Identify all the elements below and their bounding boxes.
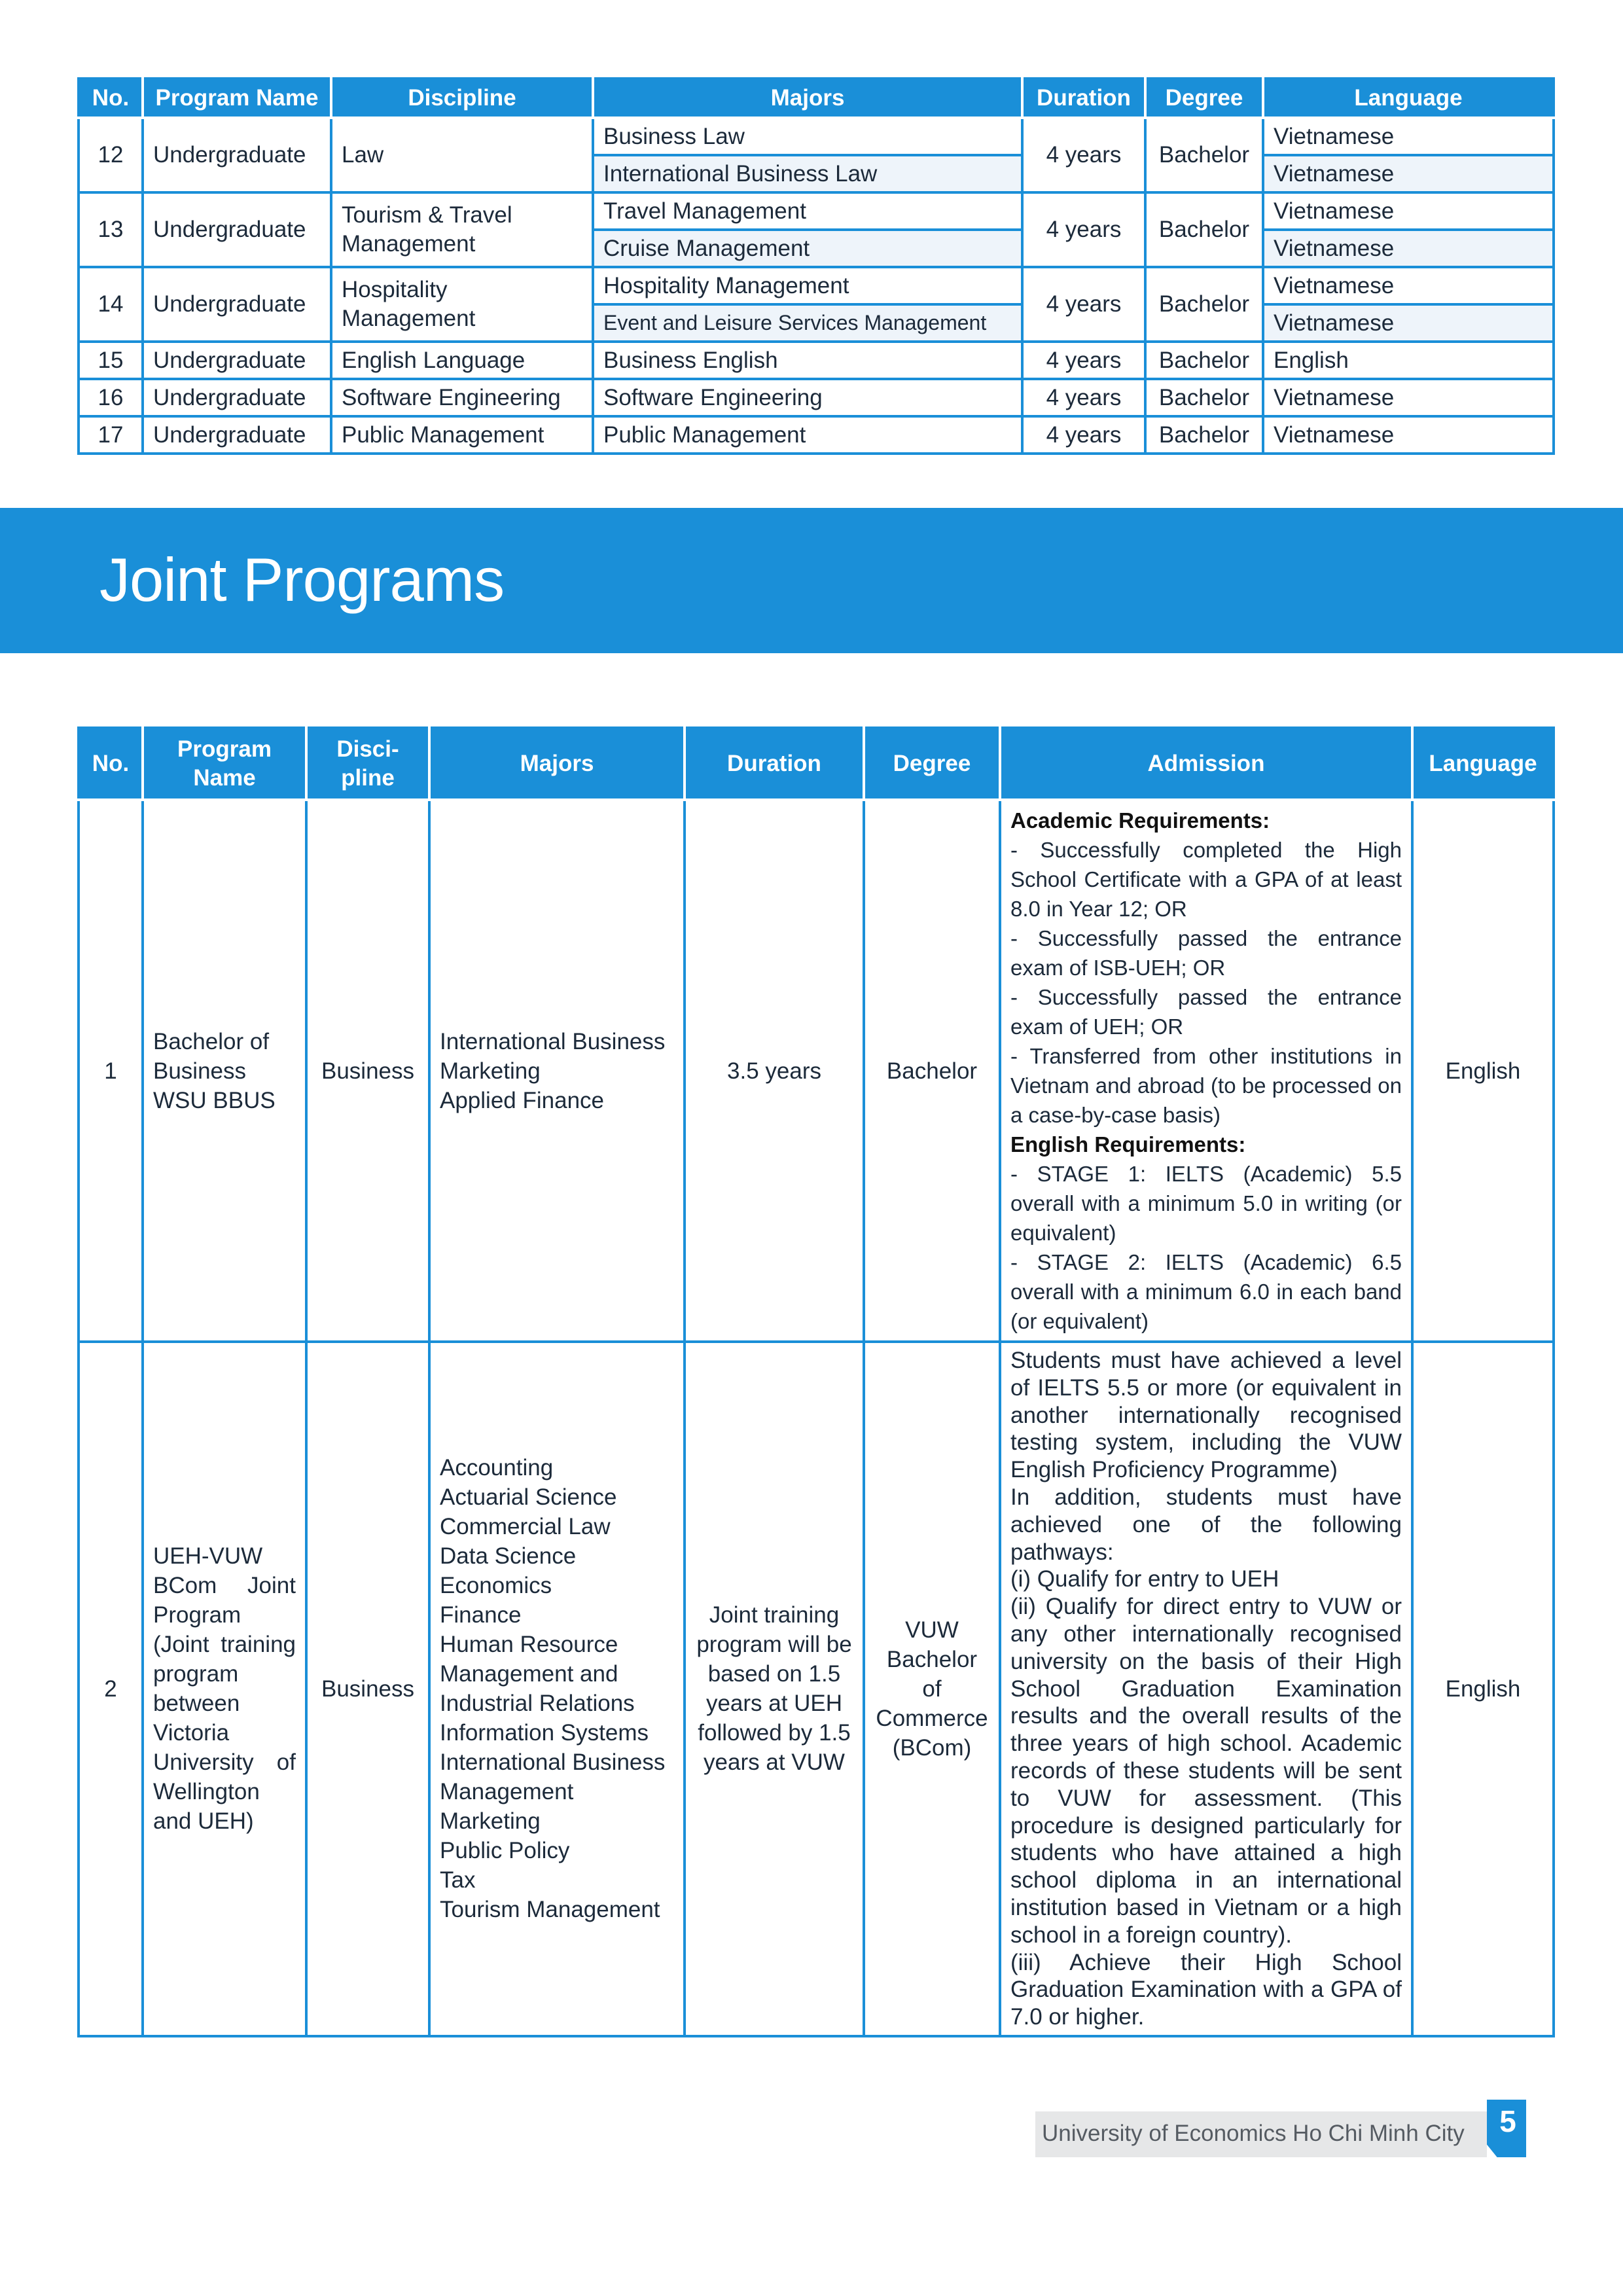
row-no: 14 bbox=[79, 267, 143, 342]
row-no: 17 bbox=[79, 416, 143, 454]
row-program: Undergraduate bbox=[143, 342, 331, 379]
row-duration: 4 years bbox=[1022, 416, 1145, 454]
row-discipline: Hospitality Management bbox=[331, 267, 593, 342]
row-degree: Bachelor bbox=[864, 800, 1000, 1342]
header-discipline bbox=[306, 728, 429, 800]
admission-item: - STAGE 2: IELTS (Academic) 6.5 overall with a minimum 6.0 in each band (or equivalent) bbox=[1010, 1250, 1402, 1333]
header-no: No. bbox=[79, 728, 143, 800]
row-language: English bbox=[1412, 1342, 1554, 2036]
major-item: Actuarial Science bbox=[440, 1484, 617, 1511]
major-item: Tourism Management bbox=[440, 1897, 660, 1923]
table-row bbox=[79, 800, 1554, 1342]
row-discipline: Business bbox=[306, 1342, 429, 2036]
row-language: Vietnamese bbox=[1263, 379, 1554, 416]
row-major: Business Law bbox=[593, 118, 1022, 155]
row-major: Cruise Management bbox=[593, 230, 1022, 267]
row-program: Undergraduate bbox=[143, 192, 331, 267]
row-duration: Joint training program will be based on 1.5 years at UEH followed by 1.5 years at VUW bbox=[685, 1342, 864, 2036]
row-language: English bbox=[1412, 800, 1554, 1342]
row-admission bbox=[1000, 800, 1412, 1342]
row-duration: 4 years bbox=[1022, 192, 1145, 267]
header-degree: Degree bbox=[1145, 79, 1263, 118]
header-degree: Degree bbox=[864, 728, 1000, 800]
major-item: Tax bbox=[440, 1867, 476, 1893]
header-discipline-label: Disci-pline bbox=[336, 736, 399, 791]
major-item: Accounting bbox=[440, 1455, 554, 1481]
major-item: Data Science bbox=[440, 1543, 577, 1570]
row-language: Vietnamese bbox=[1263, 267, 1554, 304]
row-degree: VUW Bachelor of Commerce (BCom) bbox=[864, 1342, 1000, 2036]
admission-paragraph: Students must have achieved a level of IELTS 5.5 or more (or equivalent in another internationally recognised testing system, including the VUW English Proficiency Programme) bbox=[1010, 1348, 1402, 1483]
row-program: Bachelor of Business WSU BBUS bbox=[143, 800, 306, 1342]
table-row bbox=[79, 1342, 1554, 2036]
row-degree: Bachelor bbox=[1145, 118, 1263, 192]
row-major: International Business Law bbox=[593, 155, 1022, 192]
row-discipline: Law bbox=[331, 118, 593, 192]
row-program: Undergraduate bbox=[143, 267, 331, 342]
header-language: Language bbox=[1263, 79, 1554, 118]
section-title: Joint Programs bbox=[99, 545, 505, 614]
row-duration: 4 years bbox=[1022, 118, 1145, 192]
major-item: International Business bbox=[440, 1028, 666, 1054]
row-program: Undergraduate bbox=[143, 416, 331, 454]
row-major: Event and Leisure Services Management bbox=[593, 304, 1022, 342]
header-discipline: Discipline bbox=[331, 79, 593, 118]
header-no: No. bbox=[79, 79, 143, 118]
row-degree: Bachelor bbox=[1145, 416, 1263, 454]
major-item: Information Systems bbox=[440, 1720, 649, 1746]
row-duration: 4 years bbox=[1022, 379, 1145, 416]
row-majors bbox=[429, 800, 685, 1342]
major-item: Marketing bbox=[440, 1058, 541, 1084]
row-language: Vietnamese bbox=[1263, 155, 1554, 192]
row-major: Business English bbox=[593, 342, 1022, 379]
major-item: Human Resource Management and Industrial Relations bbox=[440, 1632, 635, 1717]
row-no: 13 bbox=[79, 192, 143, 267]
row-discipline: English Language bbox=[331, 342, 593, 379]
row-no: 12 bbox=[79, 118, 143, 192]
header-duration: Duration bbox=[685, 728, 864, 800]
table-row bbox=[79, 267, 1554, 304]
row-language: Vietnamese bbox=[1263, 304, 1554, 342]
joint-programs-table bbox=[77, 726, 1555, 2037]
row-no: 15 bbox=[79, 342, 143, 379]
admission-item: - Successfully passed the entrance exam of ISB-UEH; OR bbox=[1010, 926, 1402, 980]
row-degree: Bachelor bbox=[1145, 379, 1263, 416]
row-degree: Bachelor bbox=[1145, 192, 1263, 267]
table-row bbox=[79, 118, 1554, 155]
row-discipline: Public Management bbox=[331, 416, 593, 454]
admission-paragraph: In addition, students must have achieved one of the following pathways: bbox=[1010, 1484, 1402, 1565]
row-majors bbox=[429, 1342, 685, 2036]
admission-paragraph: (i) Qualify for entry to UEH bbox=[1010, 1566, 1279, 1592]
major-item: Commercial Law bbox=[440, 1514, 611, 1540]
row-degree: Bachelor bbox=[1145, 267, 1263, 342]
row-major: Travel Management bbox=[593, 192, 1022, 230]
row-language: Vietnamese bbox=[1263, 416, 1554, 454]
row-duration: 3.5 years bbox=[685, 800, 864, 1342]
admission-item: - Transferred from other institutions in Vietnam and abroad (to be processed on a case-by-case basis) bbox=[1010, 1044, 1402, 1127]
header-program-name: Program Name bbox=[143, 728, 306, 800]
header-majors: Majors bbox=[429, 728, 685, 800]
table-row bbox=[79, 342, 1554, 379]
header-duration: Duration bbox=[1022, 79, 1145, 118]
row-duration: 4 years bbox=[1022, 342, 1145, 379]
header-majors: Majors bbox=[593, 79, 1022, 118]
table-row bbox=[79, 416, 1554, 454]
row-no: 16 bbox=[79, 379, 143, 416]
major-item: Marketing bbox=[440, 1808, 541, 1835]
row-language: Vietnamese bbox=[1263, 230, 1554, 267]
major-item: Public Policy bbox=[440, 1838, 570, 1864]
undergraduate-programs-table bbox=[77, 77, 1555, 455]
table-header-row bbox=[79, 728, 1554, 800]
header-admission: Admission bbox=[1000, 728, 1412, 800]
admission-paragraph: (iii) Achieve their High School Graduation Examination with a GPA of 7.0 or higher. bbox=[1010, 1949, 1402, 2030]
row-admission bbox=[1000, 1342, 1412, 2036]
row-no: 2 bbox=[79, 1342, 143, 2036]
row-program: Undergraduate bbox=[143, 379, 331, 416]
page-number: 5 bbox=[1499, 2104, 1516, 2138]
table-header-row bbox=[79, 79, 1554, 118]
row-discipline: Tourism & Travel Management bbox=[331, 192, 593, 267]
row-degree: Bachelor bbox=[1145, 342, 1263, 379]
row-program: UEH-VUW BCom Joint Program (Joint training program between Victoria University of Wellington and UEH) bbox=[143, 1342, 306, 2036]
row-language: English bbox=[1263, 342, 1554, 379]
row-major: Public Management bbox=[593, 416, 1022, 454]
row-major: Hospitality Management bbox=[593, 267, 1022, 304]
table-row bbox=[79, 192, 1554, 230]
english-requirements-heading: English Requirements: bbox=[1010, 1132, 1246, 1157]
major-item: Finance bbox=[440, 1602, 522, 1628]
admission-paragraph: (ii) Qualify for direct entry to VUW or any other internationally recognised university on the basis of their High School Graduation Examination results and the overall results of the three years of high school. Academic records of these students will be sent to VUW for assessment. (This procedure is designed particularly for students who have attained a high school diploma in an international institution based in Vietnam or a high school in a foreign country). bbox=[1010, 1594, 1402, 1948]
header-program-name: Program Name bbox=[143, 79, 331, 118]
row-no: 1 bbox=[79, 800, 143, 1342]
footer-university-name: University of Economics Ho Chi Minh City bbox=[1042, 2121, 1465, 2146]
academic-requirements-heading: Academic Requirements: bbox=[1010, 808, 1270, 833]
row-program: Undergraduate bbox=[143, 118, 331, 192]
row-major: Software Engineering bbox=[593, 379, 1022, 416]
admission-item: - Successfully passed the entrance exam of UEH; OR bbox=[1010, 985, 1402, 1039]
row-language: Vietnamese bbox=[1263, 192, 1554, 230]
table-row bbox=[79, 379, 1554, 416]
row-discipline: Software Engineering bbox=[331, 379, 593, 416]
major-item: Applied Finance bbox=[440, 1087, 604, 1113]
row-discipline: Business bbox=[306, 800, 429, 1342]
major-item: Economics bbox=[440, 1573, 552, 1599]
row-language: Vietnamese bbox=[1263, 118, 1554, 155]
admission-item: - STAGE 1: IELTS (Academic) 5.5 overall with a minimum 5.0 in writing (or equivalent) bbox=[1010, 1162, 1402, 1245]
row-duration: 4 years bbox=[1022, 267, 1145, 342]
admission-item: - Successfully completed the High School Certificate with a GPA of at least 8.0 in Year 12; OR bbox=[1010, 838, 1402, 921]
major-item: International Business Management bbox=[440, 1749, 666, 1805]
header-language: Language bbox=[1412, 728, 1554, 800]
